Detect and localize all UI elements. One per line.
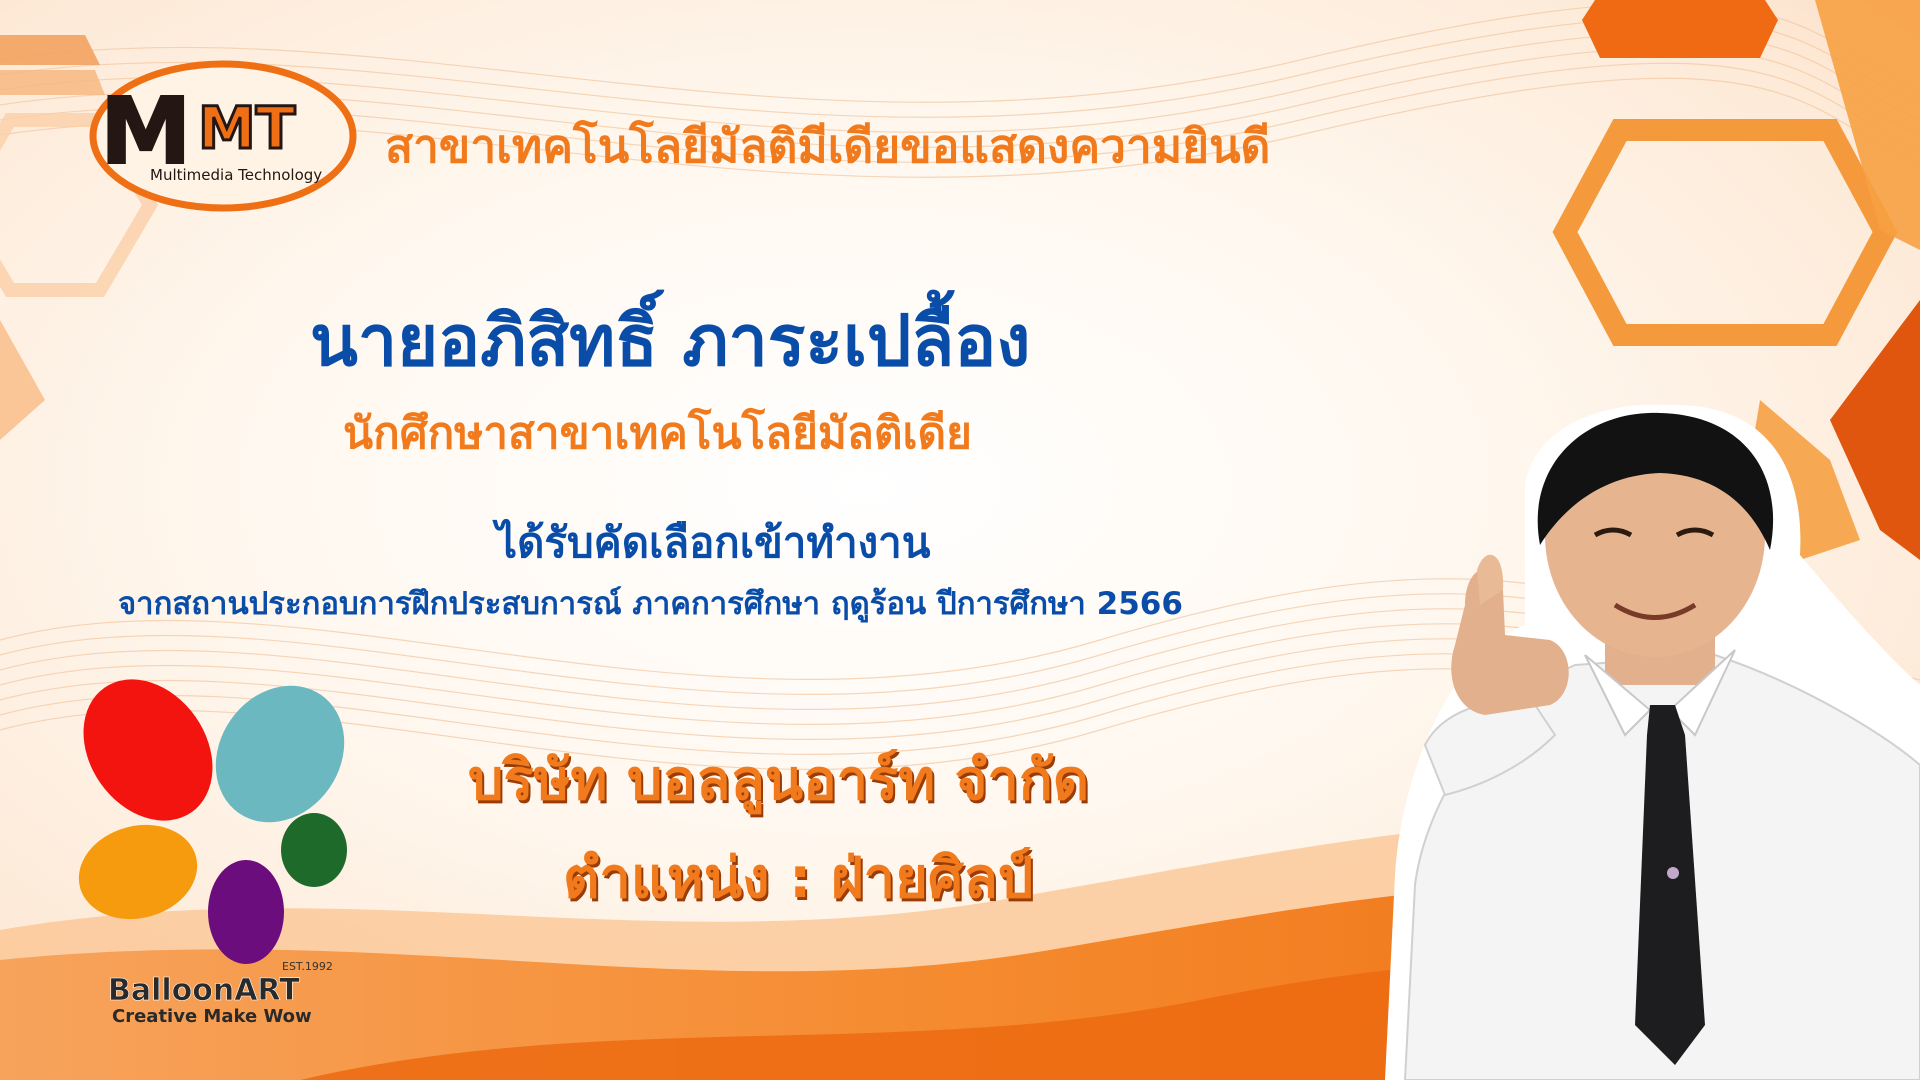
job-position: ตำแหน่ง : ฝ่ายศิลป์ [563,846,1034,911]
student-photo-graphic [1385,405,1920,1080]
mmt-logo [88,58,358,213]
mmt-logo-graphic [88,58,358,213]
green-balloon-icon [281,813,347,887]
student-name: นายอภิสิทธิ์ ภาระเปลื้อง [310,300,1031,382]
mmt-logo-subtitle: Multimedia Technology [150,166,323,184]
student-photo [1385,405,1920,1080]
mmt-logo-mark-m: M [100,78,192,185]
congratulations-heading: สาขาเทคโนโลยีมัลติมีเดียขอแสดงความยินดี [385,119,1271,173]
balloonart-brand: BalloonART [108,973,300,1008]
selected-text: ได้รับคัดเลือกเข้าทำงาน [496,518,931,567]
purple-balloon-icon [208,860,284,964]
balloonart-est: EST.1992 [282,960,333,973]
mmt-logo-mark-mt: MT [198,94,296,162]
balloonart-logo-graphic [70,672,370,1032]
balloonart-tagline: Creative Make Wow [112,1006,312,1027]
orange-balloon-icon [70,812,208,932]
balloonart-logo [70,672,370,1032]
teal-balloon-icon [190,672,370,847]
red-balloon-icon [70,672,239,846]
student-role: นักศึกษาสาขาเทคโนโลยีมัลติเดีย [343,408,972,459]
source-text: จากสถานประกอบการฝึกประสบการณ์ ภาคการศึกษา ฤดูร้อน ปีการศึกษา 2566 [118,586,1183,622]
company-name: บริษัท บอลลูนอาร์ท จำกัด [468,748,1090,813]
